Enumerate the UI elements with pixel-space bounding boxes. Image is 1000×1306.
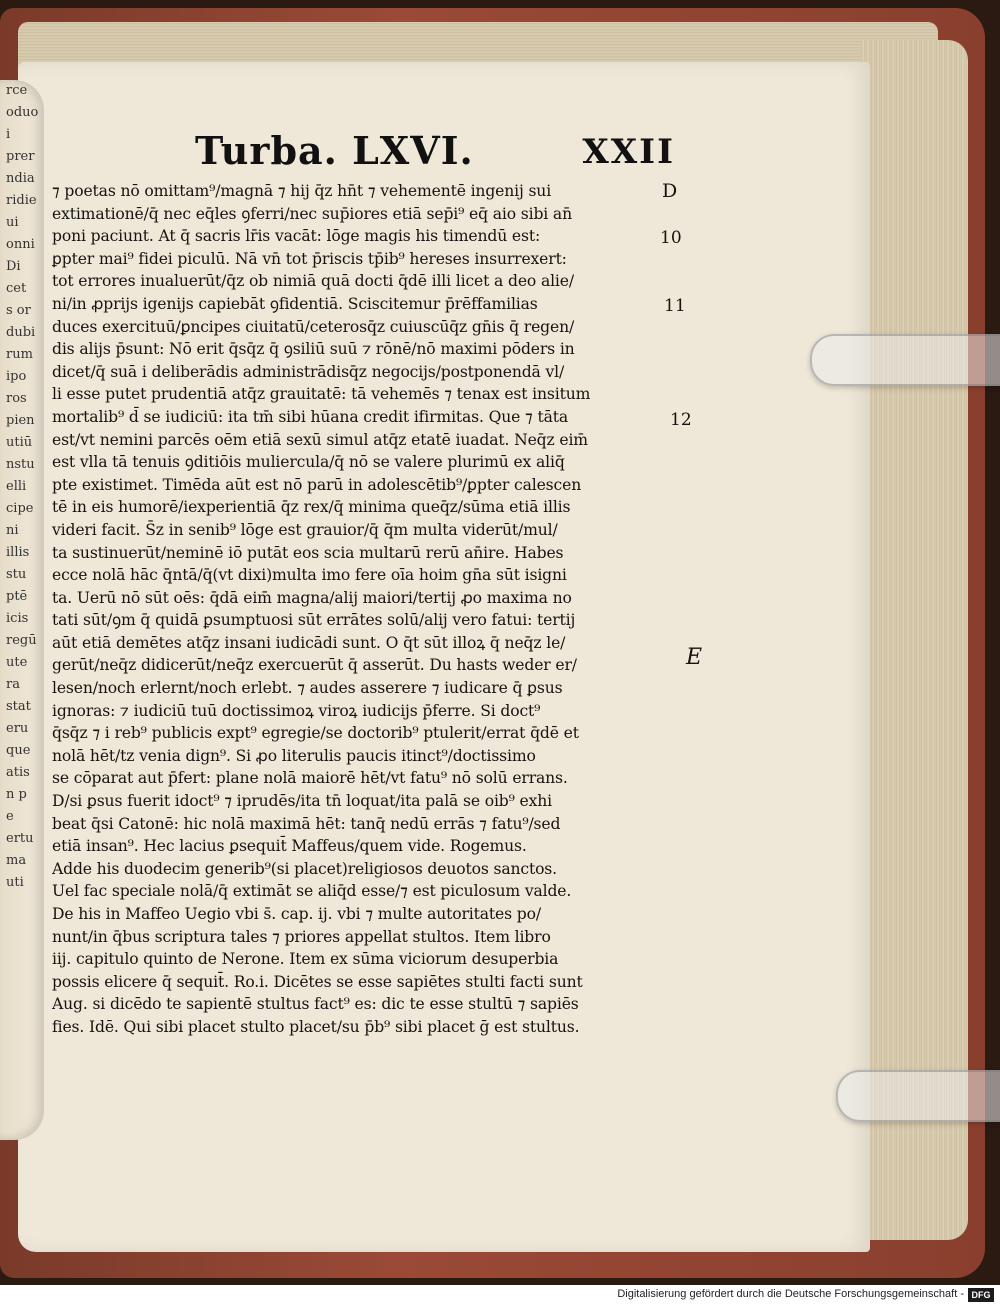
text-line: Adde his duodecim generib⁹(si placet)religiosos deuotos sanctos.	[52, 859, 557, 878]
facing-page-fragment: que	[6, 743, 31, 758]
text-line: se cōparat aut p̄fert: plane nolā maiorē hēt/vt fatu⁹ nō solū errans.	[52, 769, 568, 788]
page-header	[195, 128, 675, 180]
text-line: nunt/in q̄bus scriptura tales ⁊ priores appellat stultos. Item libro	[52, 927, 551, 946]
facing-page-fragment: ni	[6, 523, 19, 538]
text-line: dis alijs p̄sunt: Nō erit q̄sq̄z q̄ ꝯsiliū suū ⁊ rōnē/nō maximi pōders in	[52, 340, 575, 359]
facing-page-fragment: uti	[6, 875, 24, 890]
facing-page-fragment: elli	[6, 479, 27, 494]
facing-page-edge	[0, 80, 44, 1140]
facing-page-fragment: eru	[6, 721, 29, 736]
facing-page-fragment: stat	[6, 699, 31, 714]
text-line: gerūt/neq̄z didicerūt/neq̄z exercuerūt q̄ asserūt. Du hasts weder er/	[52, 656, 577, 675]
text-line: est vlla tā tenuis ꝯditiōis muliercula/q̄ nō se valere plurimū ex aliq̄	[52, 453, 565, 472]
facing-page-fragment: rum	[6, 347, 33, 362]
text-line: ⁊ poetas nō omittam⁹/magnā ⁊ hij q̄z hn̄t ⁊ vehementē ingenij sui	[52, 182, 552, 200]
facing-page-fragment: cipe	[6, 501, 34, 516]
facing-page-fragment: cet	[6, 281, 27, 296]
text-line: De his in Maffeo Uegio vbi s̄. cap. ij. vbi ⁊ multe autoritates po/	[52, 905, 541, 923]
facing-page-fragment: ros	[6, 391, 27, 406]
facing-page-fragment: regū	[6, 633, 37, 648]
text-line: ni/in ꝓprijs igenijs capiebāt ꝯfidentiā. Sciscitemur p̄rēffamilias	[52, 294, 538, 313]
text-line: dicet/q̄ suā i deliberādis administrādisq̄z negocijs/postponendā vl/	[52, 362, 565, 381]
facing-page-fragment: pien	[6, 413, 35, 428]
facing-page-fragment: ute	[6, 655, 28, 670]
text-line: tati sūt/ꝯm q̄ quidā ꝑsumptuosi sūt errātes solū/alij vero fatui: tertij	[52, 611, 576, 630]
text-line: tot errores inualuerūt/q̄z ob nimiā quā docti q̄dē illi licet a deo alie/	[52, 272, 574, 291]
text-line: li esse putet prudentiā atq̄z grauitatē: tā vehemēs ⁊ tenax est insitum	[52, 385, 591, 404]
facing-page-fragment: Di	[6, 259, 21, 274]
running-title: Turba. LXVI.	[195, 128, 474, 173]
text-line: possis elicere q̄ sequit̄. Ro.i. Dicētes se esse sapiētes stulti facti sunt	[52, 972, 583, 991]
text-line: Aug. si dicēdo te sapientē stultus fact⁹ es: dic te esse stultū ⁊ sapiēs	[52, 995, 579, 1014]
text-line: videri facit. S̄z in senib⁹ lōge est grauior/q̄ q̄m multa viderūt/mul/	[52, 520, 558, 539]
text-line: est/vt nemini parcēs oēm etiā sexū simul atq̄z etatē iuadat. Neq̄z eim̄	[52, 430, 588, 449]
folio-number: XXII	[582, 132, 675, 172]
text-line: ignoras: ⁊ iudiciū tuū doctissimoꝝ viroꝝ iudicijs p̄ferre. Si doct⁹	[52, 701, 541, 720]
facing-page-fragment: ptē	[6, 589, 28, 604]
text-line: duces exercituū/ꝑncipes ciuitatū/ceterosq̄z cuiuscūq̄z gn̄is q̄ regen/	[52, 317, 575, 336]
page-clip-top	[810, 334, 1000, 386]
text-line: ꝑpter mai⁹ fidei piculū. Nā vn̄ tot p̄riscis tp̄ib⁹ hereses insurrexert:	[52, 249, 567, 268]
footer-bar	[0, 1285, 1000, 1306]
text-line: ta. Uerū nō sūt oēs: q̄dā eim̄ magna/alij maiori/tertij ꝓo maxima no	[52, 588, 572, 607]
facing-page-fragment: ma	[6, 853, 27, 868]
facing-page-fragment: ndia	[6, 171, 35, 186]
text-line: ta sustinuerūt/neminē iō putāt eos scia multarū rerū an̄ire. Habes	[52, 543, 564, 562]
facing-page-fragment: stu	[6, 567, 27, 582]
margin-note: D	[662, 180, 678, 202]
funding-credit: Digitalisierung gefördert durch die Deutsche Forschungsgemeinschaft -	[617, 1288, 964, 1300]
facing-page-fragment: icis	[6, 611, 29, 626]
margin-note: 11	[664, 296, 686, 316]
facing-page-fragment: n p	[6, 787, 27, 802]
facing-page-fragment: s or	[6, 303, 31, 318]
facing-page-fragment: prer	[6, 149, 35, 164]
margin-note: E	[686, 645, 703, 670]
text-line: aūt etiā demētes atq̄z insani iudicādi sunt. O q̄t sūt illoꝝ q̄ neq̄z le/	[52, 633, 566, 652]
facing-page-fragment: e	[6, 809, 14, 824]
margin-note: 10	[660, 228, 682, 248]
facing-page-fragment: utiū	[6, 435, 33, 450]
text-line: beat q̄si Catonē: hic nolā maximā hēt: tanq̄ nedū errās ⁊ fatu⁹/sed	[52, 814, 561, 833]
text-line: tē in eis humorē/iexperientiā q̄z rex/q̄ minima queq̄z/sūma etiā illis	[52, 498, 571, 517]
text-line: etiā insan⁹. Hec lacius ꝑsequit̄ Maffeus/quem vide. Rogemus.	[52, 837, 527, 856]
body-text	[52, 180, 662, 1039]
facing-page-fragment: nstu	[6, 457, 35, 472]
text-line: D/si ꝑsus fuerit idoct⁹ ⁊ iprudēs/ita tn̄ loquat/ita palā se oib⁹ exhi	[52, 792, 552, 811]
facing-page-fragment: ipo	[6, 369, 27, 384]
dfg-logo: DFG	[968, 1288, 994, 1302]
facing-page-fragment: illis	[6, 545, 30, 560]
text-line: iij. capitulo quinto de Nerone. Item ex sūma viciorum desuperbia	[52, 950, 559, 969]
facing-page-fragment: onni	[6, 237, 35, 252]
facing-page-fragment: ra	[6, 677, 20, 692]
margin-note: 12	[670, 410, 692, 430]
text-line: nolā hēt/tz venia dign⁹. Si ꝓo literulis paucis itinct⁹/doctissimo	[52, 746, 536, 765]
facing-page-fragment: dubi	[6, 325, 36, 340]
facing-page-fragment: oduo	[6, 105, 39, 120]
text-line: extimationē/q̄ nec eq̄les ꝯferri/nec sup̄iores etiā sep̄i⁹ eq̄ aio sibi an̄	[52, 204, 572, 223]
text-line: mortalib⁹ d̄ se iudiciū: ita tm̄ sibi hūana credit ifirmitas. Que ⁊ tāta	[52, 407, 568, 426]
text-line: fies. Idē. Qui sibi placet stulto placet/su p̄b⁹ sibi placet ḡ est stultus.	[52, 1017, 580, 1036]
text-line: lesen/noch erlernt/noch erlebt. ⁊ audes asserere ⁊ iudicare q̄ ꝑsus	[52, 679, 563, 698]
text-line: Uel fac speciale nolā/q̄ extimāt se aliq̄d esse/⁊ est piculosum valde.	[52, 882, 572, 901]
facing-page-fragment: ui	[6, 215, 19, 230]
page-block-fore-edge	[860, 40, 968, 1240]
page-clip-bottom	[836, 1070, 1000, 1122]
facing-page-fragment: rce	[6, 83, 28, 98]
text-line: q̄sq̄z ⁊ i reb⁹ publicis expt⁹ egregie/se doctorib⁹ ptulerit/errat q̄dē et	[52, 724, 579, 743]
facing-page-fragment: i	[6, 127, 11, 142]
facing-page-fragment: atis	[6, 765, 30, 780]
text-line: ecce nolā hāc q̄ntā/q̄(vt dixi)multa imo fere oīa hoim gn̄a sūt isigni	[52, 566, 567, 585]
facing-page-fragment: ridie	[6, 193, 37, 208]
facing-page-fragment: ertu	[6, 831, 34, 846]
text-line: pte existimet. Timēda aūt est nō parū in adolescētib⁹/ꝑpter calescen	[52, 475, 582, 494]
text-line: poni paciunt. At q̄ sacris lr̄is vacāt: lōge magis his timendū est:	[52, 227, 541, 246]
